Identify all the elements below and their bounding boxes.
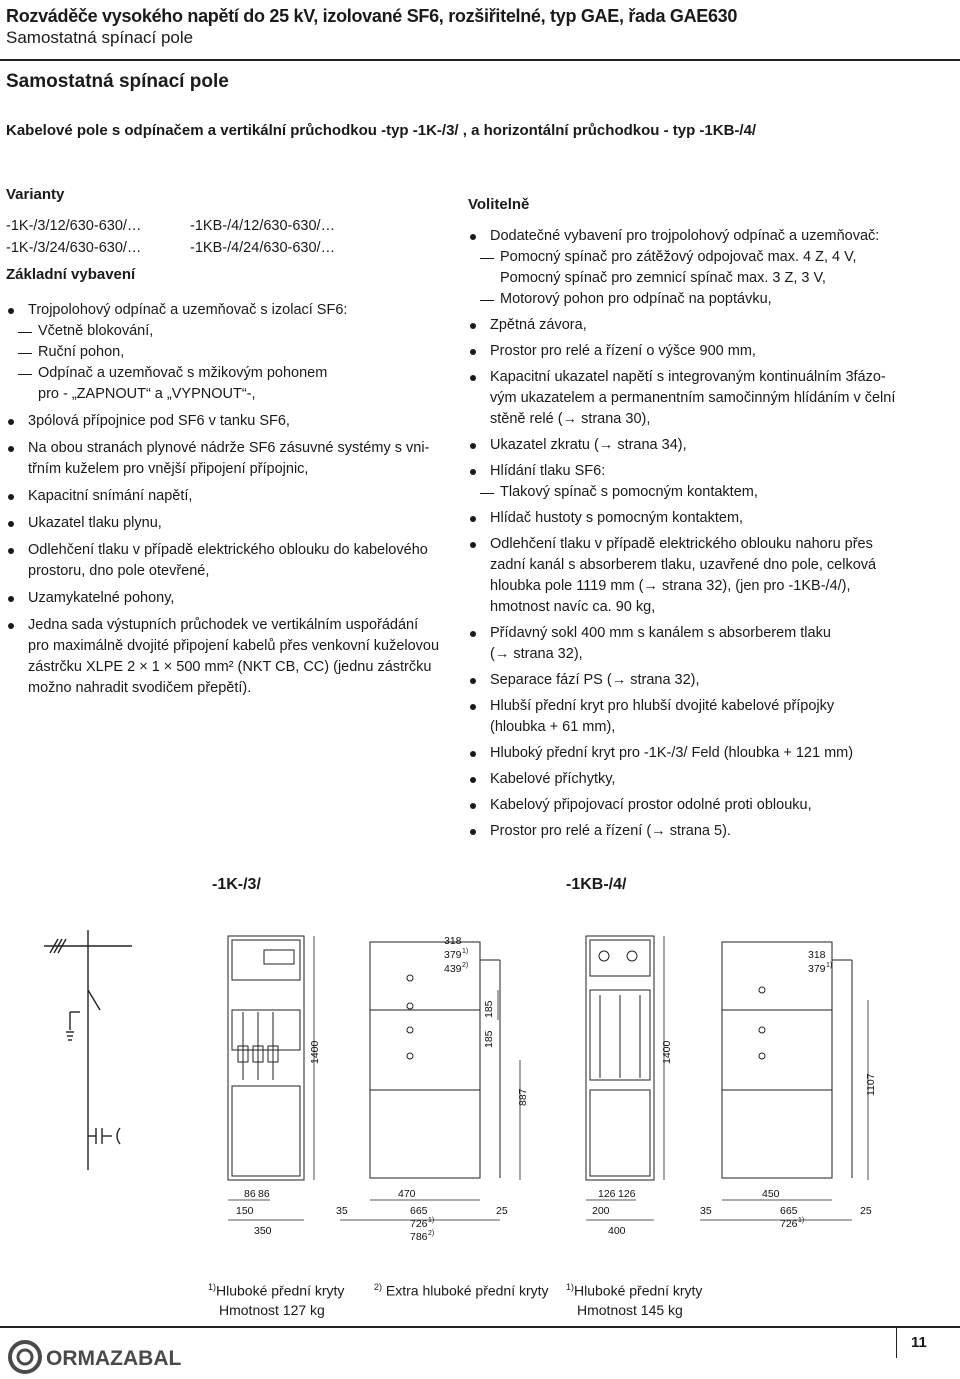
dim-1400-right: 1400	[661, 1040, 673, 1064]
dim-318-left: 318	[444, 935, 462, 947]
single-line-diagram	[44, 930, 132, 1170]
bullet-item: Ukazatel zkratu (→ strana 34),	[468, 435, 948, 456]
drawing-1k-front	[228, 936, 304, 1180]
sub-item: Ruční pohon,	[6, 342, 456, 363]
bullet-item: Prostor pro relé a řízení (→ strana 5).	[468, 821, 948, 842]
bullet-item: Odlehčení tlaku v případě elektrického oblouku nahoru přes zadní kanál s absorberem tlaku, uzavřené dno pole, celková hloubka pole 1119 mm (→ strana 32), (jen pro -1KB-/4/), hmotnost navíc ca. 90 kg,	[468, 534, 948, 618]
variant-1k-12: -1K-/3/12/630-630/…	[6, 218, 142, 234]
bullet-item: 3pólová přípojnice pod SF6 v tanku SF6,	[6, 411, 456, 432]
dim-665-right: 665	[780, 1205, 798, 1217]
dim-786-left: 786	[410, 1231, 428, 1243]
note-left: $^{1)}$Hluboké přední kryty Hmotnost 127 kg	[208, 1282, 345, 1318]
dim-350-left: 350	[254, 1225, 272, 1237]
dim-726-sup-right: 1)	[798, 1217, 805, 1224]
sub-item: Včetně blokování,	[6, 321, 456, 342]
variant-1kb-24: -1KB-/4/24/630-630/…	[190, 240, 336, 256]
note-right: $^{1)}$Hluboké přední kryty Hmotnost 145 kg	[566, 1282, 703, 1318]
dim-185a-left: 185	[483, 1000, 495, 1018]
bullet-item: Hlídání tlaku SF6:	[468, 461, 948, 482]
dim-439-left: 439	[444, 963, 462, 975]
dim-126b-right: 126	[618, 1188, 636, 1200]
bullet-item: Hlubší přední kryt pro hlubší dvojité kabelové přípojky (hloubka + 61 mm),	[468, 696, 948, 738]
sub-item: Pomocný spínač pro zátěžový odpojovač max. 4 Z, 4 V,	[468, 247, 948, 268]
bullet-item: Přídavný sokl 400 mm s kanálem s absorberem tlaku (→ strana 32),	[468, 623, 948, 665]
dim-25-right: 25	[860, 1205, 872, 1217]
bullet-item: Uzamykatelné pohony,	[6, 588, 456, 609]
dimensions-left	[228, 936, 520, 1220]
figure-label-right: -1KB-/4/	[566, 876, 627, 893]
figure-label-left: -1K-/3/	[212, 876, 261, 893]
variants-heading: Varianty	[6, 186, 65, 203]
page-title: Rozváděče vysokého napětí do 25 kV, izolované SF6, rozšiřitelné, typ GAE, řada GAE630	[6, 6, 738, 26]
dim-200-right: 200	[592, 1205, 610, 1217]
dim-470-left: 470	[398, 1188, 416, 1200]
note-middle: $^{2)}$ Extra hluboké přední kryty	[374, 1282, 549, 1299]
bullet-item: Kapacitní snímání napětí,	[6, 486, 456, 507]
section-subtitle: Kabelové pole s odpínačem a vertikální průchodkou -typ -1K-/3/ , a horizontální průchodkou - typ -1KB-/4/	[6, 122, 757, 139]
dim-726-right: 726	[780, 1218, 798, 1230]
dim-318-right: 318	[808, 949, 826, 961]
bullet-item: Kabelové příchytky,	[468, 769, 948, 790]
drawing-1kb-side	[722, 942, 852, 1178]
bullet-item: Trojpolohový odpínač a uzemňovač s izolací SF6:	[6, 300, 456, 321]
bullet-item: Prostor pro relé a řízení o výšce 900 mm,	[468, 341, 948, 362]
header-rule	[0, 59, 960, 61]
dim-1107-right: 1107	[865, 1073, 877, 1096]
bullet-item: Kapacitní ukazatel napětí s integrovaným kontinuálním 3fázo- vým ukazatelem a permanentním samočinným hlídáním v čelní stěně relé (→ strana 30),	[468, 367, 948, 430]
basic-heading: Základní vybavení	[6, 266, 136, 283]
section-title: Samostatná spínací pole	[6, 71, 229, 92]
bullet-item: Zpětná závora,	[468, 315, 948, 336]
dim-185b-left: 185	[483, 1030, 495, 1048]
footer-rule	[0, 1326, 960, 1328]
dim-726-sup-left: 1)	[428, 1217, 435, 1224]
drawing-1k-side	[370, 942, 500, 1178]
ormazabal-logo	[8, 1340, 188, 1374]
sub-item: Odpínač a uzemňovač s mžikovým pohonem pro - „ZAPNOUT“ a „VYPNOUT“-,	[6, 363, 456, 405]
bullet-item: Na obou stranách plynové nádrže SF6 zásuvné systémy s vni- třním kuželem pro vnější připojení přípojnic,	[6, 438, 456, 480]
brand-name: ORMAZABAL	[46, 1347, 182, 1370]
page-number: 11	[896, 1328, 955, 1358]
dim-887-left: 887	[517, 1088, 529, 1106]
bullet-item: Ukazatel tlaku plynu,	[6, 513, 456, 534]
bullet-item: Hluboký přední kryt pro -1K-/3/ Feld (hloubka + 121 mm)	[468, 743, 948, 764]
bullet-item: Odlehčení tlaku v případě elektrického oblouku do kabelového prostoru, dno pole otevřené,	[6, 540, 456, 582]
optional-heading: Volitelně	[468, 196, 530, 213]
dimensions-right	[586, 936, 868, 1220]
sub-item: Motorový pohon pro odpínač na poptávku,	[468, 289, 948, 310]
bullet-item: Dodatečné vybavení pro trojpolohový odpínač a uzemňovač:	[468, 226, 948, 247]
dim-439-sup-left: 2)	[462, 962, 469, 969]
dim-150-left: 150	[236, 1205, 254, 1217]
dim-379-sup-left: 1)	[462, 948, 469, 955]
page-subtitle: Samostatná spínací pole	[6, 28, 194, 47]
variant-1kb-12: -1KB-/4/12/630-630/…	[190, 218, 336, 234]
bullet-item: Kabelový připojovací prostor odolné proti oblouku,	[468, 795, 948, 816]
technical-drawings	[0, 900, 960, 1280]
dim-665-left: 665	[410, 1205, 428, 1217]
dim-379-right: 379	[808, 963, 826, 975]
dim-35-right: 35	[700, 1205, 712, 1217]
sub-item: Pomocný spínač pro zemnicí spínač max. 3 Z, 3 V,	[500, 270, 826, 286]
dim-86a-left: 86	[244, 1188, 256, 1200]
dim-786-sup-left: 2)	[428, 1230, 435, 1237]
dim-1400-left: 1400	[309, 1040, 321, 1064]
dim-450-right: 450	[762, 1188, 780, 1200]
bullet-item: Separace fází PS (→ strana 32),	[468, 670, 948, 691]
bullet-item: Hlídač hustoty s pomocným kontaktem,	[468, 508, 948, 529]
dim-126a-right: 126	[598, 1188, 616, 1200]
drawing-1kb-front	[586, 936, 654, 1180]
dim-86b-left: 86	[258, 1188, 270, 1200]
bullet-item: Jedna sada výstupních průchodek ve vertikálním uspořádání pro maximálně dvojité připojení kabelů přes venkovní kuželovou zástrčku XLPE 2 × 1 × 500 mm² (NKT CB, CC) (jednu zástrčku možno nahradit svodičem přepětí).	[6, 615, 456, 699]
dim-25-left: 25	[496, 1205, 508, 1217]
variant-1k-24: -1K-/3/24/630-630/…	[6, 240, 142, 256]
basic-list	[6, 300, 456, 699]
dim-400-right: 400	[608, 1225, 626, 1237]
optional-list	[468, 226, 948, 842]
dim-379-left: 379	[444, 949, 462, 961]
dim-35-left: 35	[336, 1205, 348, 1217]
dim-726-left: 726	[410, 1218, 428, 1230]
dim-379-sup-right: 1)	[826, 962, 833, 969]
sub-item: Tlakový spínač s pomocným kontaktem,	[468, 482, 948, 503]
